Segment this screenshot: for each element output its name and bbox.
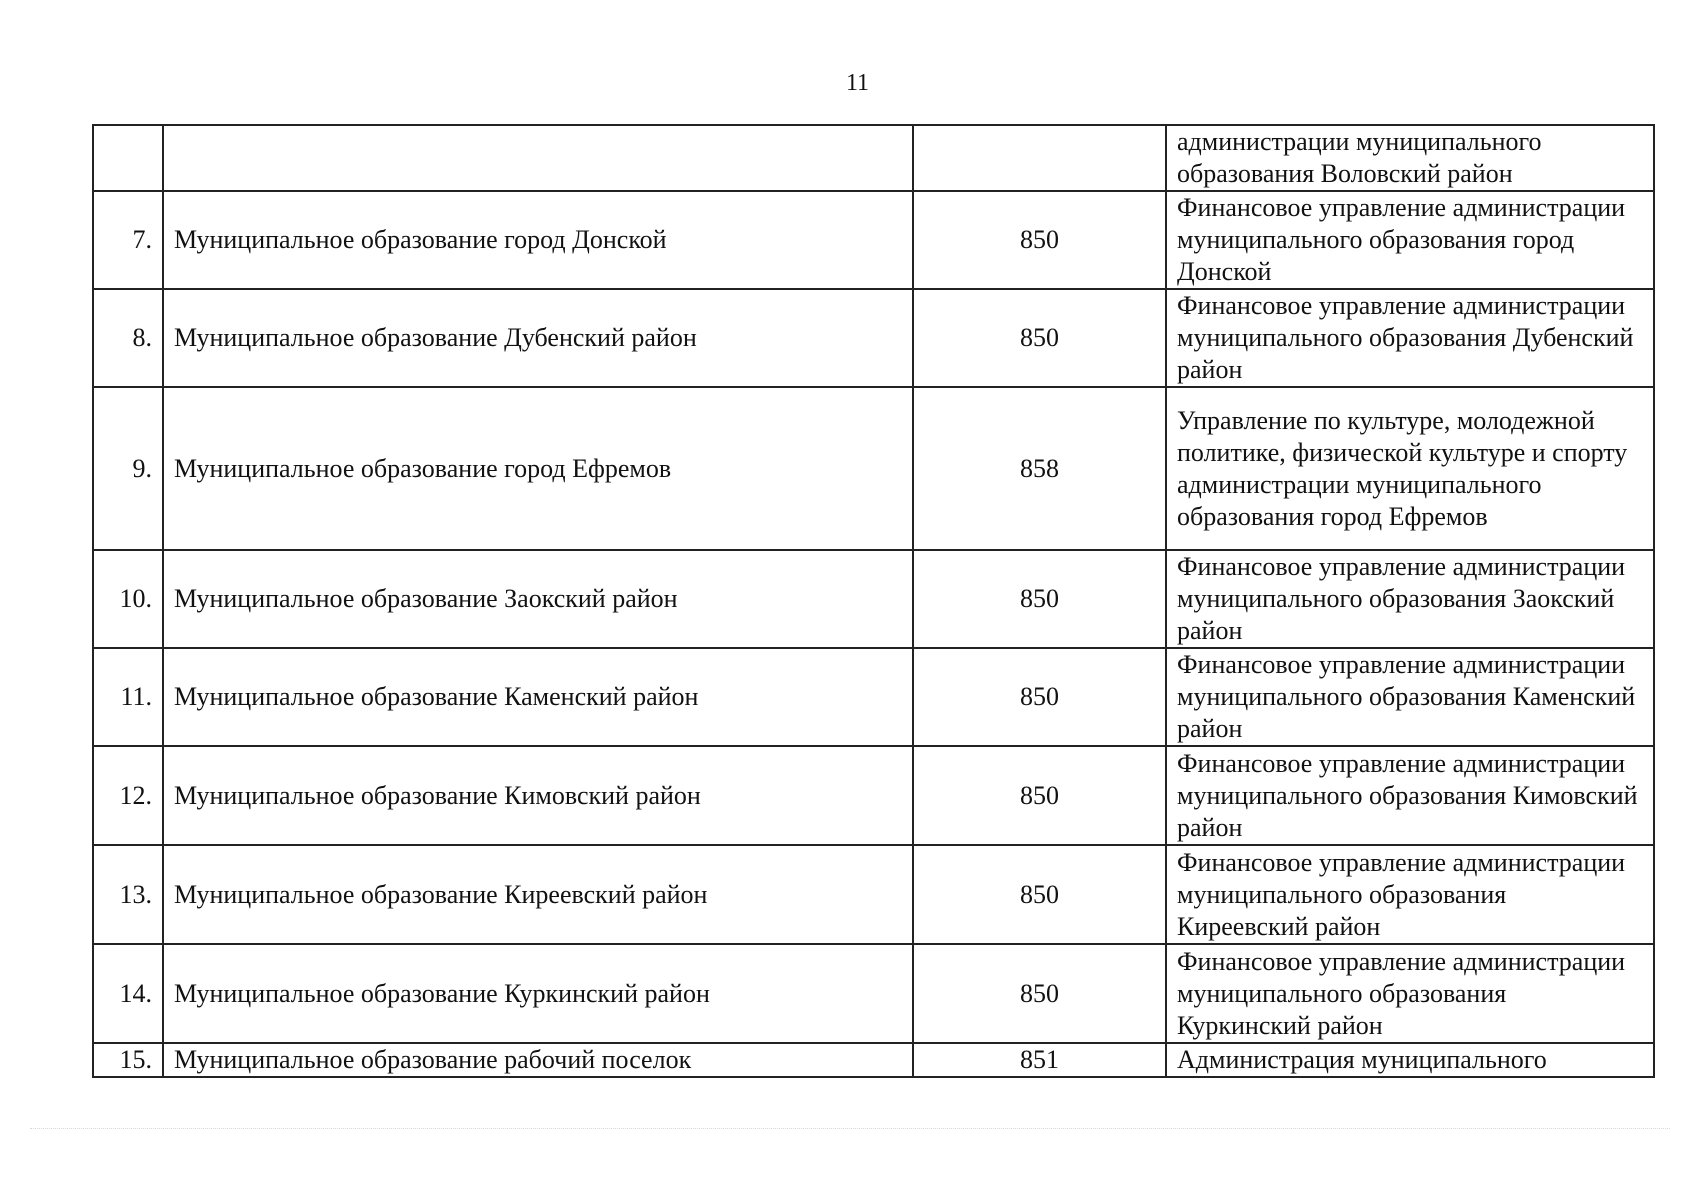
municipality-name: Муниципальное образование Киреевский район — [163, 845, 913, 944]
municipality-name: Муниципальное образование Куркинский район — [163, 944, 913, 1043]
municipality-name: Муниципальное образование Кимовский район — [163, 746, 913, 845]
organization-cell: Финансовое управление администрации муниципального образования Дубенский район — [1166, 289, 1654, 387]
row-number: 13. — [93, 845, 163, 944]
row-number: 12. — [93, 746, 163, 845]
row-number: 10. — [93, 550, 163, 648]
municipality-name: Муниципальное образование Дубенский район — [163, 289, 913, 387]
organization-cell: Администрация муниципального — [1166, 1043, 1654, 1077]
organization-cell: Финансовое управление администрации муниципального образования Кимовский район — [1166, 746, 1654, 845]
code-cell: 850 — [913, 550, 1166, 648]
row-number — [93, 125, 163, 191]
organization-cell: администрации муниципального образования Воловский район — [1166, 125, 1654, 191]
municipality-name: Муниципальное образование рабочий поселок — [163, 1043, 913, 1077]
table-row — [93, 125, 1654, 191]
code-cell — [913, 125, 1166, 191]
row-number: 9. — [93, 387, 163, 550]
code-cell: 850 — [913, 746, 1166, 845]
row-number: 8. — [93, 289, 163, 387]
code-cell: 850 — [913, 191, 1166, 289]
code-cell: 858 — [913, 387, 1166, 550]
table-row — [93, 944, 1654, 1043]
organization-cell: Финансовое управление администрации муниципального образования Куркинский район — [1166, 944, 1654, 1043]
municipality-name: Муниципальное образование город Донской — [163, 191, 913, 289]
code-cell: 850 — [913, 845, 1166, 944]
code-cell: 850 — [913, 289, 1166, 387]
page-number: 11 — [845, 70, 870, 96]
organization-cell: Финансовое управление администрации муниципального образования Киреевский район — [1166, 845, 1654, 944]
municipal-table — [92, 124, 1655, 1078]
table-row — [93, 289, 1654, 387]
organization-cell: Финансовое управление администрации муниципального образования город Донской — [1166, 191, 1654, 289]
table-row — [93, 1043, 1654, 1077]
row-number: 14. — [93, 944, 163, 1043]
table-row — [93, 648, 1654, 746]
table-row — [93, 387, 1654, 550]
row-number: 7. — [93, 191, 163, 289]
municipality-name: Муниципальное образование город Ефремов — [163, 387, 913, 550]
organization-cell: Финансовое управление администрации муниципального образования Каменский район — [1166, 648, 1654, 746]
code-cell: 850 — [913, 944, 1166, 1043]
municipality-name: Муниципальное образование Каменский район — [163, 648, 913, 746]
table-row — [93, 191, 1654, 289]
table-row — [93, 845, 1654, 944]
municipality-name — [163, 125, 913, 191]
code-cell: 850 — [913, 648, 1166, 746]
table-row — [93, 550, 1654, 648]
row-number: 15. — [93, 1043, 163, 1077]
organization-cell: Управление по культуре, молодежной политике, физической культуре и спорту администрации муниципального образования город Ефремов — [1166, 387, 1654, 550]
code-cell: 851 — [913, 1043, 1166, 1077]
row-number: 11. — [93, 648, 163, 746]
scan-artifact-line — [30, 1128, 1670, 1129]
table-row — [93, 746, 1654, 845]
organization-cell: Финансовое управление администрации муниципального образования Заокский район — [1166, 550, 1654, 648]
municipality-name: Муниципальное образование Заокский район — [163, 550, 913, 648]
